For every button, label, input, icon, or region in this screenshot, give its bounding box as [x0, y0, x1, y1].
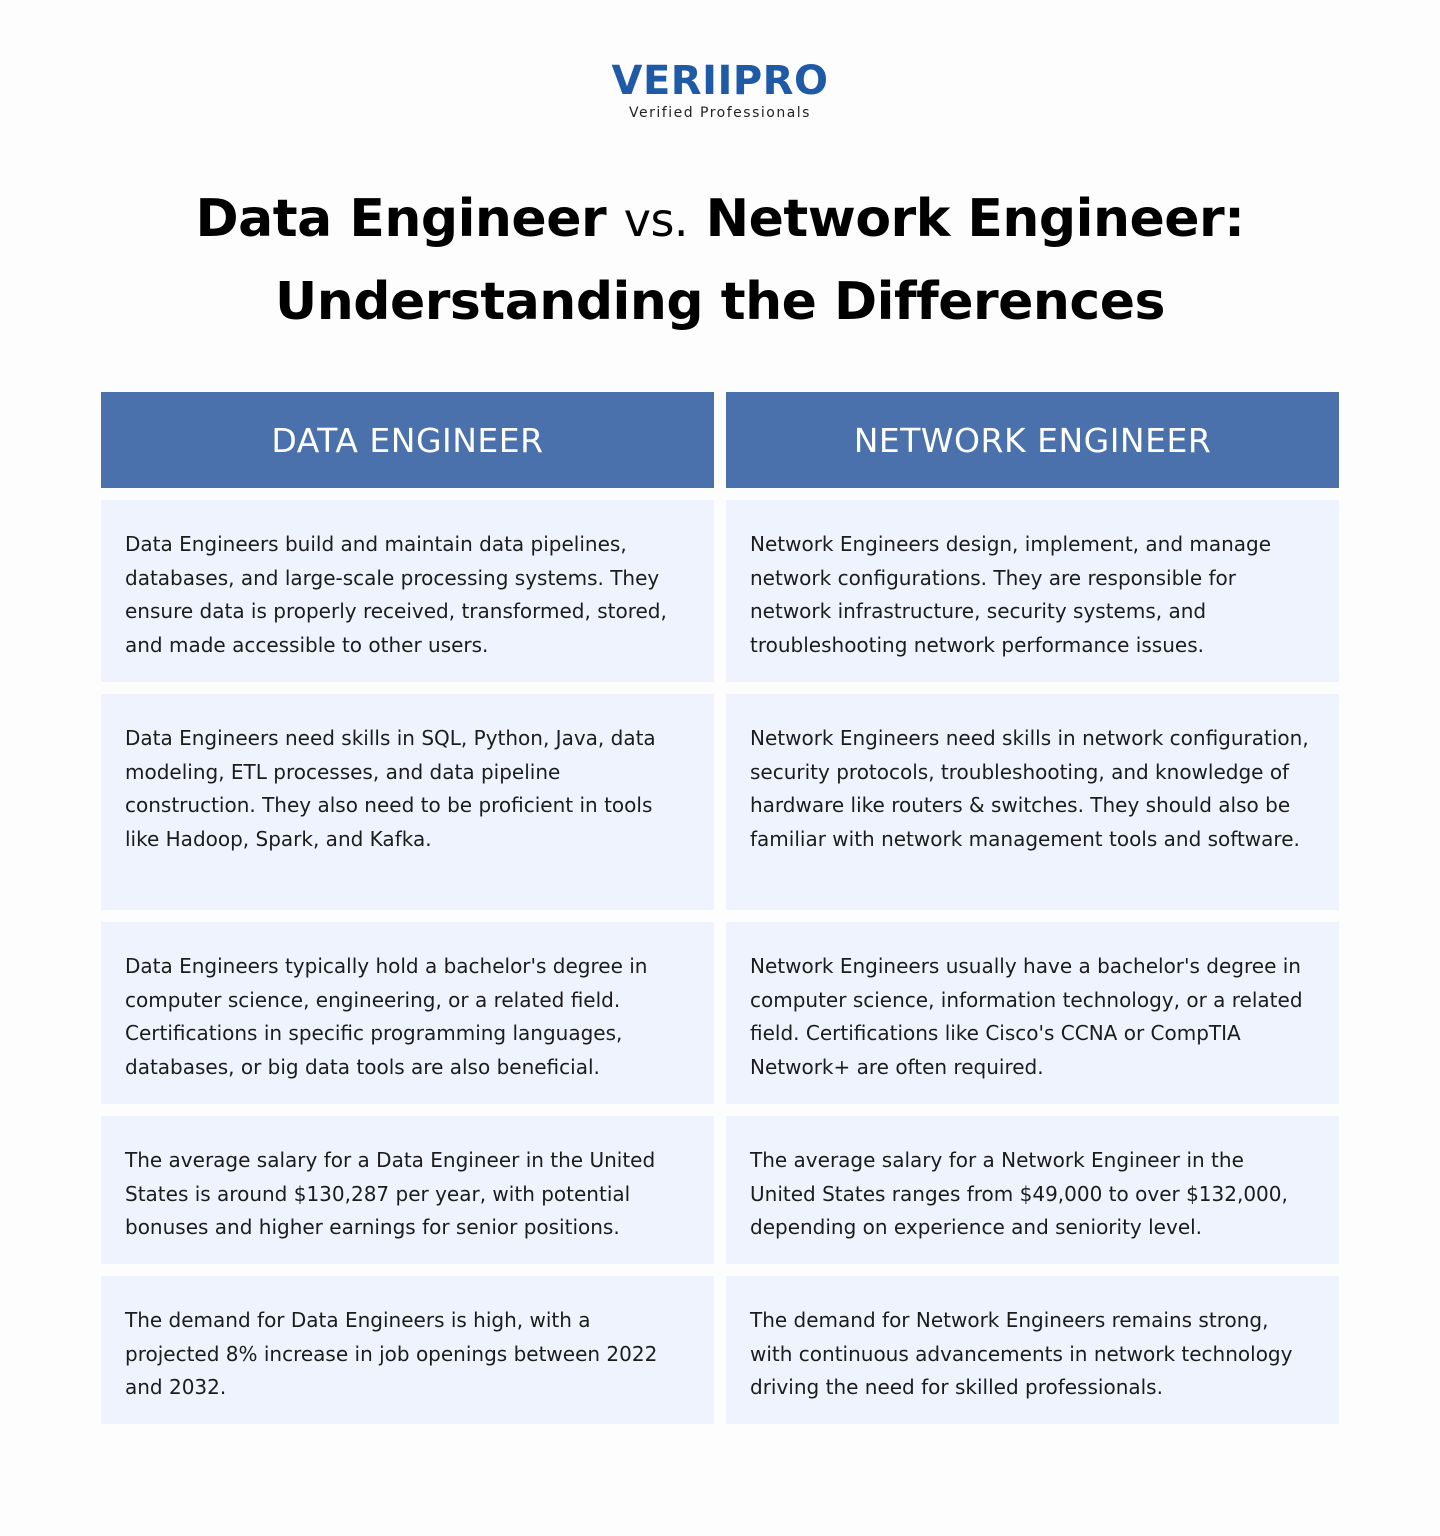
cell-demand-network-engineer: The demand for Network Engineers remains strong, with continuous advancements in network technology driving the need for skilled professionals. [726, 1276, 1339, 1424]
brand-name: VERIIPRO [611, 58, 829, 104]
cell-salary-data-engineer: The average salary for a Data Engineer in the United States is around $130,287 per year, with potential bonuses and higher earnings for senior positions. [101, 1116, 714, 1264]
title-line-1 [0, 178, 1440, 261]
title-line-2: Understanding the Differences [275, 272, 1165, 332]
cell-role-data-engineer: Data Engineers build and maintain data pipelines, databases, and large-scale processing systems. They ensure data is properly received, transformed, stored, and made accessible to other users. [101, 500, 714, 682]
cell-education-network-engineer: Network Engineers usually have a bachelor's degree in computer science, information technology, or a related field. Certifications like Cisco's CCNA or CompTIA Network+ are often required. [726, 922, 1339, 1104]
column-header-data-engineer: DATA ENGINEER [101, 392, 714, 488]
title-network-engineer: Network Engineer: [705, 189, 1245, 249]
cell-demand-data-engineer: The demand for Data Engineers is high, with a projected 8% increase in job openings between 2022 and 2032. [101, 1276, 714, 1424]
brand-tagline: Verified Professionals [629, 105, 811, 121]
page-title [0, 178, 1440, 343]
comparison-table [101, 392, 1339, 1424]
cell-skills-data-engineer: Data Engineers need skills in SQL, Python, Java, data modeling, ETL processes, and data pipeline construction. They also need to be proficient in tools like Hadoop, Spark, and Kafka. [101, 694, 714, 910]
cell-role-network-engineer: Network Engineers design, implement, and manage network configurations. They are responsible for network infrastructure, security systems, and troubleshooting network performance issues. [726, 500, 1339, 682]
cell-skills-network-engineer: Network Engineers need skills in network configuration, security protocols, troubleshooting, and knowledge of hardware like routers & switches. They should also be familiar with network management tools and software. [726, 694, 1339, 910]
cell-education-data-engineer: Data Engineers typically hold a bachelor's degree in computer science, engineering, or a related field. Certifications in specific programming languages, databases, or big data tools are also beneficial. [101, 922, 714, 1104]
title-data-engineer: Data Engineer [195, 189, 607, 249]
column-header-network-engineer: NETWORK ENGINEER [726, 392, 1339, 488]
title-vs: vs. [623, 193, 689, 247]
cell-salary-network-engineer: The average salary for a Network Engineer in the United States ranges from $49,000 to over $132,000, depending on experience and seniority level. [726, 1116, 1339, 1264]
brand-logo [0, 58, 1440, 122]
